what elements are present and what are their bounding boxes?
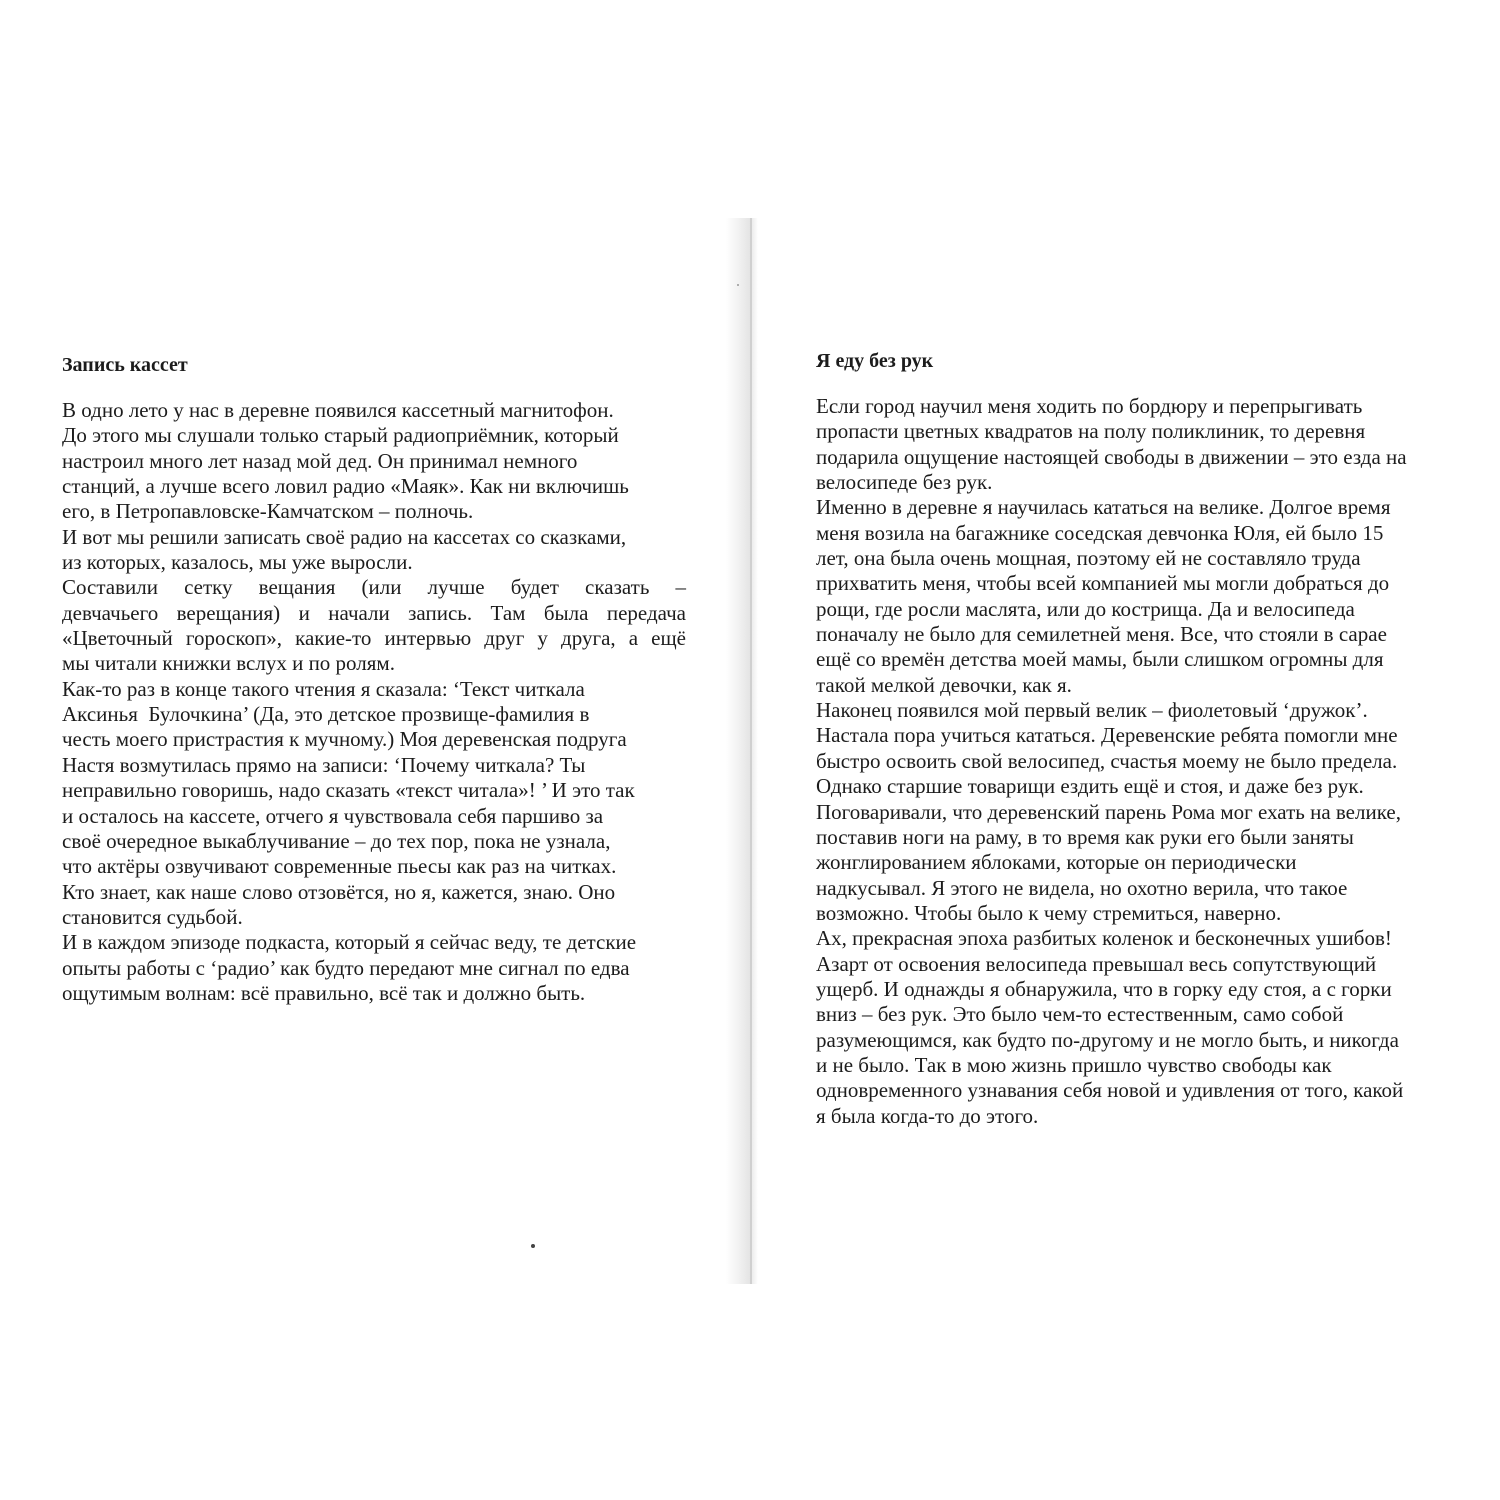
text-line: вниз – без рук. Это было чем-то естественным, само собой xyxy=(816,1002,1344,1027)
text-line: Именно в деревне я научилась кататься на велике. Долгое время xyxy=(816,495,1391,520)
text-line: пропасти цветных квадратов на полу поликлиник, то деревня xyxy=(816,419,1366,444)
text-line: ущерб. И однажды я обнаружила, что в горку еду стоя, а с горки xyxy=(816,976,1392,1001)
scan-speck xyxy=(737,284,739,286)
text-line: рощи, где росли маслята, или до кострища. Да и велосипеда xyxy=(816,596,1355,621)
text-line: Составили сетку вещания (или лучше будет сказать – xyxy=(62,575,686,600)
text-line: меня возила на багажнике соседская девчонка Юля, ей было 15 xyxy=(816,520,1384,545)
left-page-column xyxy=(62,352,686,1006)
text-line: подарила ощущение настоящей свободы в движении – это езда на xyxy=(816,444,1407,469)
text-line: И вот мы решили записать своё радио на кассетах со сказками, xyxy=(62,524,627,549)
text-line: Если город научил меня ходить по бордюру и перепрыгивать xyxy=(816,394,1363,418)
text-line: становится судьбой. xyxy=(62,904,243,929)
text-line: жонглированием яблоками, которые он периодически xyxy=(816,850,1297,875)
text-line: Настала пора учиться кататься. Деревенские ребята помогли мне xyxy=(816,723,1398,748)
text-line: В одно лето у нас в деревне появился кассетный магнитофон. xyxy=(62,398,614,422)
text-line: девчачьего верещания) и начали запись. Там была передача xyxy=(62,600,686,625)
text-line: Однако старшие товарищи ездить ещё и стоя, и даже без рук. xyxy=(816,774,1364,799)
text-line: его, в Петропавловске-Камчатском – полночь. xyxy=(62,499,474,524)
text-line: разумеющимся, как будто по-другому и не могло быть, и никогда xyxy=(816,1027,1399,1052)
left-page-edge-shadow xyxy=(726,218,750,1284)
right-page-body xyxy=(816,394,1450,1129)
right-page-title: Я еду без рук xyxy=(816,350,934,372)
text-line: ощутимым волнам: всё правильно, всё так и должно быть. xyxy=(62,980,586,1005)
text-line: поставив ноги на раму, в то время как руки его были заняты xyxy=(816,824,1354,849)
text-line: поначалу не было для семилетней меня. Все, что стояли в сарае xyxy=(816,622,1387,647)
left-page-title: Запись кассет xyxy=(62,354,188,376)
text-line: лет, она была очень мощная, поэтому ей не составляло труда xyxy=(816,546,1361,571)
text-line: Ах, прекрасная эпоха разбитых коленок и бесконечных ушибов! xyxy=(816,926,1392,951)
text-line: Аксинья Булочкина’ (Да, это детское прозвище-фамилия в xyxy=(62,702,590,727)
text-line: «Цветочный гороскоп», какие-то интервью друг у друга, а ещё xyxy=(62,626,686,651)
text-line: Наконец появился мой первый велик – фиолетовый ‘дружок’. xyxy=(816,698,1368,723)
text-line: Поговаривали, что деревенский парень Рома мог ехать на велике, xyxy=(816,799,1401,824)
text-line: честь моего пристрастия к мучному.) Моя деревенская подруга xyxy=(62,727,627,752)
text-line: Как-то раз в конце такого чтения я сказала: ‘Текст читкала xyxy=(62,676,585,701)
text-line: надкусывал. Я этого не видела, но охотно верила, что такое xyxy=(816,875,1348,900)
text-line: Настя возмутилась прямо на записи: ‘Почему читкала? Ты xyxy=(62,752,586,777)
text-line: и осталось на кассете, отчего я чувствовала себя паршиво за xyxy=(62,803,604,828)
text-line: мы читали книжки вслух и по ролям. xyxy=(62,651,395,676)
scan-speck xyxy=(531,1244,535,1248)
text-line: из которых, казалось, мы уже выросли. xyxy=(62,550,413,575)
left-page-body xyxy=(62,398,686,1006)
text-line: быстро освоить свой велосипед, счастья моему не было предела. xyxy=(816,748,1398,773)
text-line: настроил много лет назад мой дед. Он принимал немного xyxy=(62,448,578,473)
text-line: одновременного узнавания себя новой и удивления от того, какой xyxy=(816,1078,1404,1103)
text-line: станций, а лучше всего ловил радио «Маяк». Как ни включишь xyxy=(62,474,629,499)
text-line: неправильно говоришь, надо сказать «текст читала»! ’ И это так xyxy=(62,778,635,803)
text-line: Азарт от освоения велосипеда превышал весь сопутствующий xyxy=(816,951,1377,976)
text-line: велосипеде без рук. xyxy=(816,470,993,495)
right-page-column xyxy=(816,348,1450,1129)
text-line: что актёры озвучивают современные пьесы как раз на читках. xyxy=(62,854,617,879)
text-line: такой мелкой девочки, как я. xyxy=(816,672,1072,697)
right-page-edge-shadow xyxy=(752,218,758,1284)
text-line: своё очередное выкаблучивание – до тех пор, пока не узнала, xyxy=(62,828,611,853)
text-line: До этого мы слушали только старый радиоприёмник, который xyxy=(62,423,619,448)
text-line: И в каждом эпизоде подкаста, который я сейчас веду, те детские xyxy=(62,930,637,955)
text-line: Кто знает, как наше слово отзовётся, но я, кажется, знаю. Оно xyxy=(62,879,616,904)
text-line: опыты работы с ‘радио’ как будто передают мне сигнал по едва xyxy=(62,955,630,980)
text-line: возможно. Чтобы было к чему стремиться, наверно. xyxy=(816,900,1282,925)
text-line: я была когда-то до этого. xyxy=(816,1103,1039,1128)
text-line: прихватить меня, чтобы всей компанией мы могли добраться до xyxy=(816,571,1390,596)
text-line: ещё со времён детства моей мамы, были слишком огромны для xyxy=(816,647,1384,672)
text-line: и не было. Так в мою жизнь пришло чувство свободы как xyxy=(816,1052,1332,1077)
